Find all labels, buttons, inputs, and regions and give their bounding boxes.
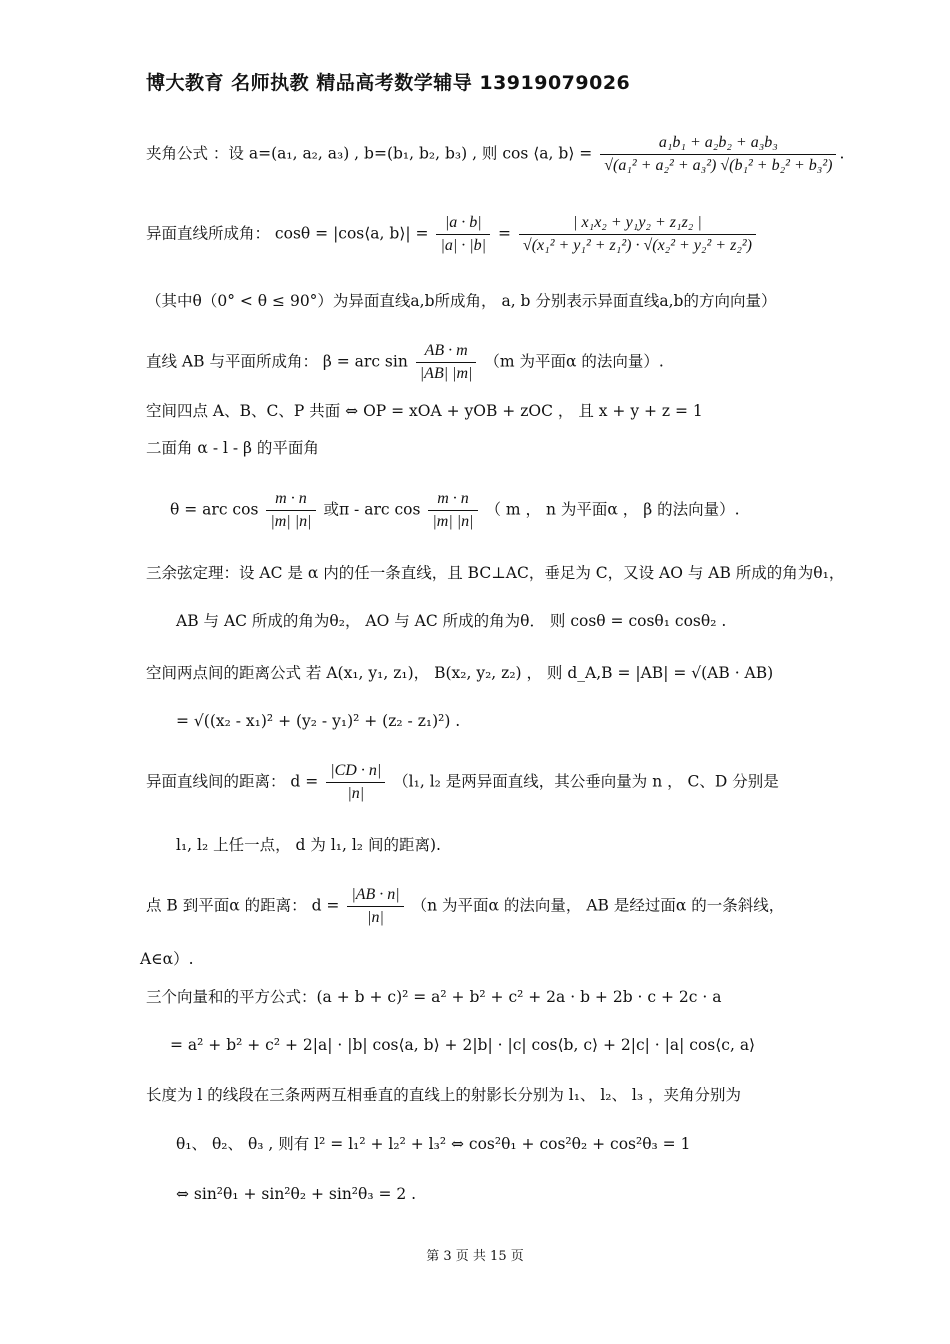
dihedral-angle-formula	[170, 488, 740, 533]
skew-line-angle	[146, 212, 759, 257]
projection-lengths: 长度为 l 的线段在三条两两互相垂直的直线上的射影长分别为 l₁、 l₂、 l₃ ，夹角分别为	[146, 1086, 742, 1104]
skew-line-distance-fraction	[326, 760, 385, 805]
dihedral-angle-fraction-2	[428, 488, 477, 533]
point-plane-distance-text: 点 B 到平面α 的距离： d =	[146, 896, 340, 915]
angle-formula-fraction	[600, 132, 836, 177]
skew-line-angle-text: 异面直线所成角： cosθ = |cos⟨a, b⟩| =	[146, 224, 429, 243]
dihedral-angle-numerator-2: m · n	[428, 488, 477, 511]
distance-formula: 空间两点间的距离公式 若 A(x₁, y₁, z₁)， B(x₂, y₂, z₂) ， 则 d_A,B = |AB| = √(AB · AB)	[146, 664, 774, 682]
equals-sign: =	[497, 224, 511, 243]
vector-sum-square-cont: = a² + b² + c² + 2|a| · |b| cos⟨a, b⟩ + 2|b| · |c| cos⟨b, c⟩ + 2|c| · |a| cos⟨c, a⟩	[170, 1036, 756, 1054]
line-plane-angle	[146, 340, 664, 385]
angle-formula-text: 夹角公式 ：设 a=(a₁, a₂, a₃) , b=(b₁, b₂, b₃) , 则 cos ⟨a, b⟩ =	[146, 144, 593, 163]
skew-line-angle-denominator-1: |a| · |b|	[440, 237, 487, 254]
skew-line-distance-note: （l₁, l₂ 是两异面直线，其公垂向量为 n ， C、D 分别是	[393, 772, 779, 791]
skew-line-angle-fraction-1	[436, 212, 490, 257]
skew-line-distance-numerator: |CD · n|	[326, 760, 385, 783]
dihedral-angle-denominator-1: |m| |n|	[270, 513, 312, 530]
dihedral-angle-note: （ m ， n 为平面α ， β 的法向量）.	[485, 500, 740, 519]
dihedral-angle-text: θ = arc cos	[170, 500, 259, 519]
skew-line-note: （其中θ（0° < θ ≤ 90°）为异面直线a,b所成角， a, b 分别表示异面直线a,b的方向向量）	[146, 292, 777, 310]
projection-sine: ⇔ sin²θ₁ + sin²θ₂ + sin²θ₃ = 2 .	[176, 1185, 417, 1203]
point-plane-distance	[146, 884, 784, 929]
dihedral-angle-denominator-2: |m| |n|	[432, 513, 474, 530]
dihedral-angle-fraction-1	[266, 488, 315, 533]
skew-line-angle-numerator-2: | x₁x₂ + y₁y₂ + z₁z₂ |	[519, 212, 756, 235]
line-plane-angle-denominator: |AB| |m|	[419, 365, 473, 382]
point-plane-distance-numerator: |AB · n|	[347, 884, 403, 907]
skew-line-distance-text: 异面直线间的距离： d =	[146, 772, 319, 791]
coplanar-condition: 空间四点 A、B、C、P 共面 ⇔ OP = xOA + yOB + zOC ， 且 x + y + z = 1	[146, 402, 703, 420]
skew-line-angle-numerator-1: |a · b|	[436, 212, 490, 235]
skew-line-distance-denominator: |n|	[347, 785, 365, 802]
line-plane-angle-fraction	[416, 340, 477, 385]
page-footer: 第 3 页 共 15 页	[426, 1249, 524, 1264]
skew-line-angle-denominator-2: √(x₁² + y₁² + z₁²) · √(x₂² + y₂² + z₂²)	[522, 237, 752, 254]
line-plane-angle-note: （m 为平面α 的法向量）.	[484, 352, 664, 371]
angle-formula-numerator: a₁b₁ + a₂b₂ + a₃b₃	[600, 132, 836, 155]
angle-formula-denominator: √(a₁² + a₂² + a₃²) √(b₁² + b₂² + b₃²)	[604, 157, 833, 174]
dihedral-angle-numerator-1: m · n	[266, 488, 315, 511]
line-plane-angle-numerator: AB · m	[416, 340, 477, 363]
dihedral-angle-title: 二面角 α - l - β 的平面角	[146, 439, 319, 457]
skew-line-distance-cont: l₁, l₂ 上任一点， d 为 l₁, l₂ 间的距离).	[176, 836, 441, 854]
vector-sum-square: 三个向量和的平方公式：(a + b + c)² = a² + b² + c² + 2a · b + 2b · c + 2c · a	[146, 988, 722, 1006]
projection-cosine: θ₁、 θ₂、 θ₃ , 则有 l² = l₁² + l₂² + l₃² ⇔ cos²θ₁ + cos²θ₂ + cos²θ₃ = 1	[176, 1135, 691, 1153]
point-plane-distance-denominator: |n|	[367, 909, 384, 926]
point-plane-distance-note: （n 为平面α 的法向量， AB 是经过面α 的一条斜线，	[411, 896, 785, 915]
angle-formula: 夹角公式 ：设 a=(a₁, a₂, a₃) , b=(b₁, b₂, b₃) , 则 cos ⟨a, b⟩ = $\frac{\text{a₁b₁ + a₂b₂ + a₃b₃}}{\text{√(a₁² + a₂² + a₃²) √(b₁² + b₂² + b₃²)}}$ .	[146, 132, 844, 177]
point-plane-distance-cont: A∈α）.	[140, 950, 194, 968]
skew-line-angle-fraction-2	[519, 212, 756, 257]
line-plane-angle-text: 直线 AB 与平面所成角： β = arc sin	[146, 352, 408, 371]
three-cosine-theorem-cont: AB 与 AC 所成的角为θ₂， AO 与 AC 所成的角为θ． 则 cosθ = cosθ₁ cosθ₂ .	[176, 612, 727, 630]
distance-formula-cont: = √((x₂ - x₁)² + (y₂ - y₁)² + (z₂ - z₁)²) .	[176, 712, 461, 730]
point-plane-distance-fraction	[347, 884, 403, 929]
skew-line-distance	[146, 760, 779, 805]
dihedral-angle-or: 或π - arc cos	[323, 500, 421, 519]
three-cosine-theorem: 三余弦定理：设 AC 是 α 内的任一条直线，且 BC⊥AC，垂足为 C，又设 AO 与 AB 所成的角为θ₁，	[146, 564, 845, 582]
page-header: 博大教育 名师执教 精品高考数学辅导 13919079026	[146, 72, 631, 94]
